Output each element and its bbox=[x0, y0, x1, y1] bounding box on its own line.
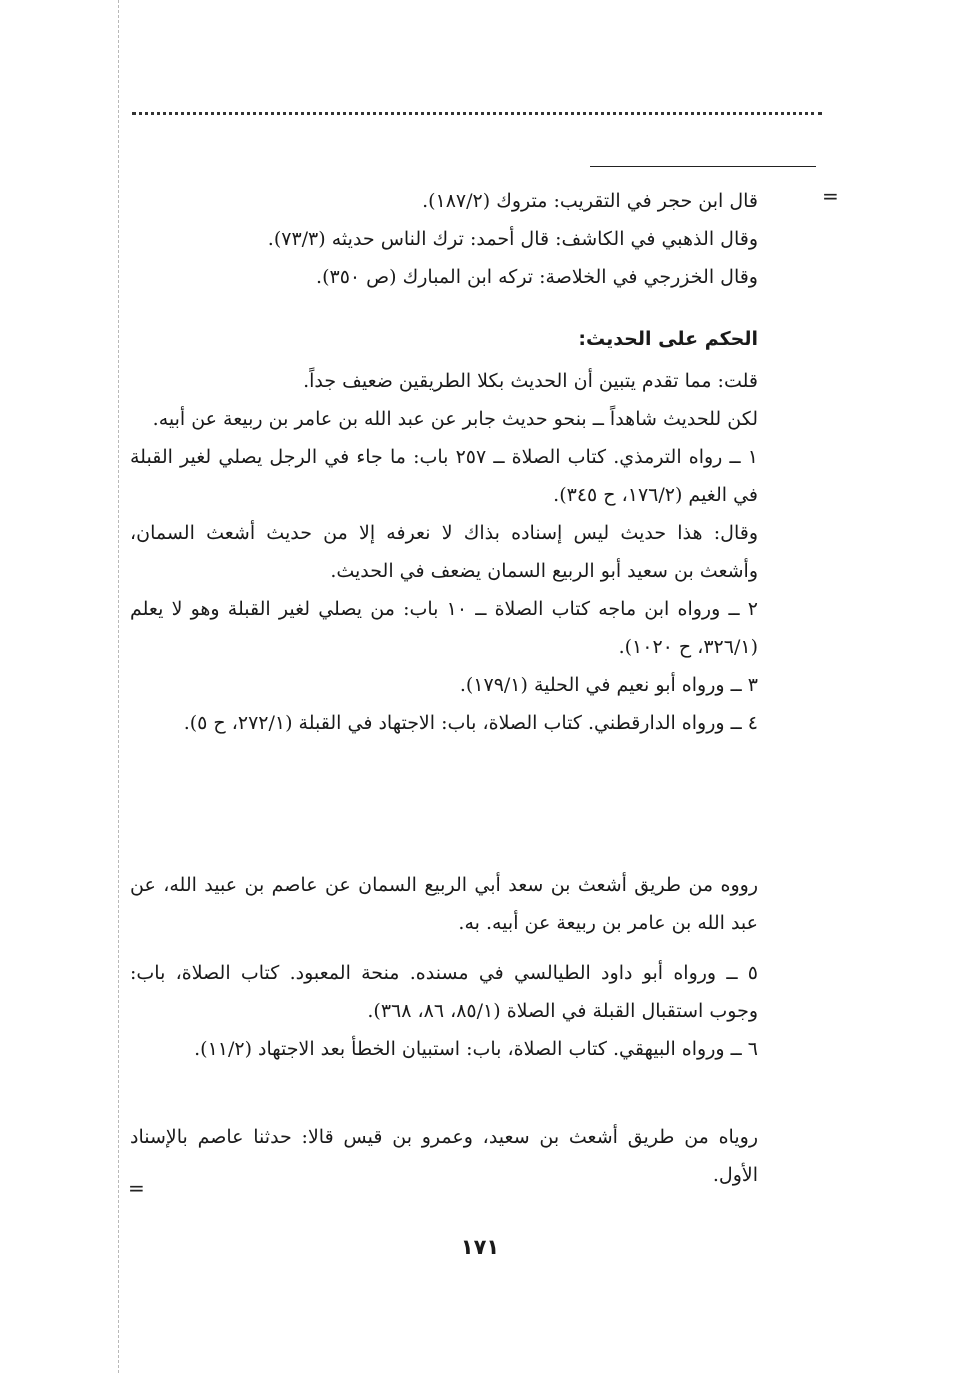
paragraph: ٦ ــ ورواه البيهقي. كتاب الصلاة، باب: استبيان الخطأ بعد الاجتهاد (١١/٢). bbox=[194, 1038, 758, 1060]
paragraph: لكن للحديث شاهداً ــ بنحو حديث جابر عن عبد الله بن عامر بن ربيعة عن أبيه. bbox=[152, 408, 758, 430]
margin-guide-line bbox=[118, 0, 119, 1373]
paragraph: ٢ ــ ورواه ابن ماجه كتاب الصلاة ــ ١٠ باب: من يصلي لغير القبلة وهو لا يعلم (٣٢٦/١، ح ١٠٢٠). bbox=[130, 598, 758, 658]
paragraph: روياه من طريق أشعث بن سعيد، وعمرو بن قيس قالا: حدثنا عاصم بالإسناد الأول. bbox=[130, 1126, 758, 1186]
paragraph: وقال: هذا حديث ليس إسناده بذاك لا نعرفه إلا من حديث أشعث السمان، وأشعث بن سعيد أبو الربيع السمان يضعف في الحديث. bbox=[130, 522, 758, 582]
paragraph: ٤ ــ ورواه الدارقطني. كتاب الصلاة، باب: الاجتهاد في القبلة (٢٧٢/١، ح ٥). bbox=[183, 712, 758, 734]
additional-sources-block bbox=[130, 954, 758, 1068]
page-number: ١٧١ bbox=[460, 1235, 500, 1259]
closing-text-block bbox=[130, 1118, 758, 1194]
footnote-separator-rule bbox=[590, 166, 816, 167]
section-heading: الحكم على الحديث: bbox=[578, 328, 758, 350]
dotted-separator bbox=[132, 112, 822, 115]
footnote-block bbox=[130, 182, 758, 296]
footnote-line: قال ابن حجر في التقريب: متروك (١٨٧/٢). bbox=[422, 190, 758, 212]
paragraph: رووه من طريق أشعث بن سعد أبي الربيع السمان عن عاصم بن عبيد الله، عن عبد الله بن عامر بن ربيعة عن أبيه. به. bbox=[130, 874, 758, 934]
paragraph: ٣ ــ ورواه أبو نعيم في الحلية (١٧٩/١). bbox=[459, 674, 758, 696]
continuation-mark-top: = bbox=[822, 184, 839, 208]
paragraph: ٥ ــ ورواه أبو داود الطيالسي في مسنده. منحة المعبود. كتاب الصلاة، باب: وجوب استقبال القبلة في الصلاة (٨٥/١، ٨٦، ٣٦٨). bbox=[130, 962, 758, 1022]
chain-text-block bbox=[130, 866, 758, 942]
paragraph: قلت: مما تقدم يتبين أن الحديث بكلا الطريقين ضعيف جداً. bbox=[303, 370, 758, 392]
paragraph: ١ ــ رواه الترمذي. كتاب الصلاة ــ ٢٥٧ باب: ما جاء في الرجل يصلي لغير القبلة في الغيم (١٧٦/٢، ح ٣٤٥). bbox=[130, 446, 758, 506]
main-text-block bbox=[130, 362, 758, 742]
continuation-mark-bottom: = bbox=[128, 1176, 145, 1200]
footnote-line: وقال الذهبي في الكاشف: قال أحمد: ترك الناس حديثه (٧٣/٣). bbox=[267, 228, 758, 250]
footnote-line: وقال الخزرجي في الخلاصة: تركه ابن المبارك (ص ٣٥٠). bbox=[316, 266, 758, 288]
